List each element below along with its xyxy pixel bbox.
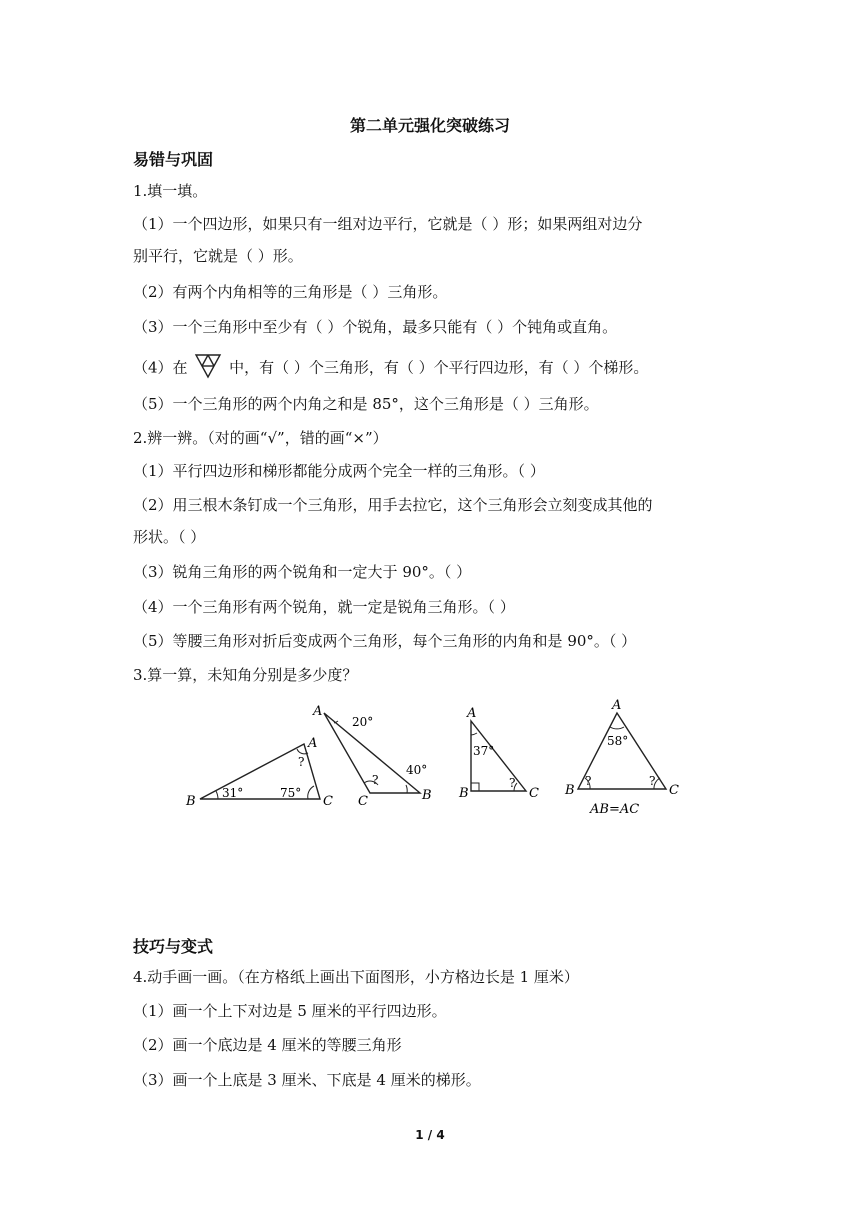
q4-heading: 4.动手画一画。（在方格纸上画出下面图形，小方格边长是 1 厘米）: [133, 968, 579, 986]
q1-item-4-pre: （4）在: [133, 358, 188, 377]
fig1-unknown: ?: [298, 755, 305, 769]
fig1-angle-b: 31°: [222, 786, 244, 800]
fig4-unknown-b: ?: [585, 774, 592, 788]
figure-3-triangle: [458, 706, 539, 801]
fig2-label-a: A: [313, 704, 323, 719]
q1-item-4: [133, 353, 648, 384]
figure-1-triangle: [185, 736, 333, 809]
fig4-label-a: A: [612, 698, 622, 713]
fig2-label-c: C: [358, 794, 368, 809]
q1-item-3: （3）一个三角形中至少有（ ）个锐角，最多只能有（ ）个钝角或直角。: [133, 318, 618, 336]
fig3-angle-a: 37°: [473, 744, 495, 758]
fig3-unknown: ?: [509, 776, 516, 790]
q4-item-2: （2）画一个底边是 4 厘米的等腰三角形: [133, 1036, 402, 1054]
fig1-label-a: A: [308, 736, 318, 751]
fig1-label-b: B: [186, 794, 196, 809]
fig3-label-a: A: [467, 706, 477, 721]
section-heading-1: 易错与巩固: [133, 150, 214, 169]
q2-item-3: （3）锐角三角形的两个锐角和一定大于 90°。（ ）: [133, 563, 472, 581]
q1-item-5: （5）一个三角形的两个内角之和是 85°，这个三角形是（ ）三角形。: [133, 395, 599, 413]
triangle-figures: [180, 695, 680, 824]
section-heading-2: 技巧与变式: [133, 937, 214, 956]
q4-item-1: （1）画一个上下对边是 5 厘米的平行四边形。: [133, 1002, 447, 1020]
fig4-label-b: B: [565, 783, 575, 798]
q4-item-3: （3）画一个上底是 3 厘米、下底是 4 厘米的梯形。: [133, 1071, 481, 1089]
figure-4-triangle: [564, 698, 679, 817]
q1-heading: 1.填一填。: [133, 182, 208, 200]
triangle-figure-icon: [194, 353, 222, 384]
fig4-label-c: C: [669, 783, 679, 798]
fig2-angle-b: 40°: [406, 763, 428, 777]
q1-item-4-post: 中，有（ ）个三角形，有（ ）个平行四边形，有（ ）个梯形。: [229, 358, 649, 377]
fig2-label-b: B: [422, 788, 432, 803]
q2-item-5: （5）等腰三角形对折后变成两个三角形，每个三角形的内角和是 90°。（ ）: [133, 632, 637, 650]
q2-item-2a: （2）用三根木条钉成一个三角形，用手去拉它，这个三角形会立刻变成其他的: [133, 496, 653, 514]
fig2-unknown: ?: [372, 773, 379, 787]
page-number: 1 / 4: [415, 1128, 445, 1142]
q2-item-4: （4）一个三角形有两个锐角，就一定是锐角三角形。（ ）: [133, 598, 515, 616]
q3-heading: 3.算一算，未知角分别是多少度？: [133, 666, 358, 684]
fig2-angle-a: 20°: [352, 715, 374, 729]
fig3-label-c: C: [529, 786, 539, 801]
fig1-label-c: C: [323, 794, 333, 809]
q1-item-1b: 别平行，它就是（ ）形。: [133, 247, 303, 265]
q2-item-1: （1）平行四边形和梯形都能分成两个完全一样的三角形。（ ）: [133, 462, 545, 480]
q1-item-1a: （1）一个四边形，如果只有一组对边平行，它就是（ ）形；如果两组对边分: [133, 215, 643, 233]
q1-item-2: （2）有两个内角相等的三角形是（ ）三角形。: [133, 283, 448, 301]
fig4-note: AB=AC: [590, 802, 640, 817]
fig4-unknown-c: ?: [649, 774, 656, 788]
q2-item-2b: 形状。（ ）: [133, 528, 206, 546]
q2-heading: 2.辨一辨。（对的画“√”，错的画“×”）: [133, 429, 388, 447]
fig3-label-b: B: [459, 786, 469, 801]
fig1-angle-c: 75°: [280, 786, 302, 800]
page-title: 第二单元强化突破练习: [349, 116, 510, 135]
fig4-angle-a: 58°: [607, 734, 629, 748]
